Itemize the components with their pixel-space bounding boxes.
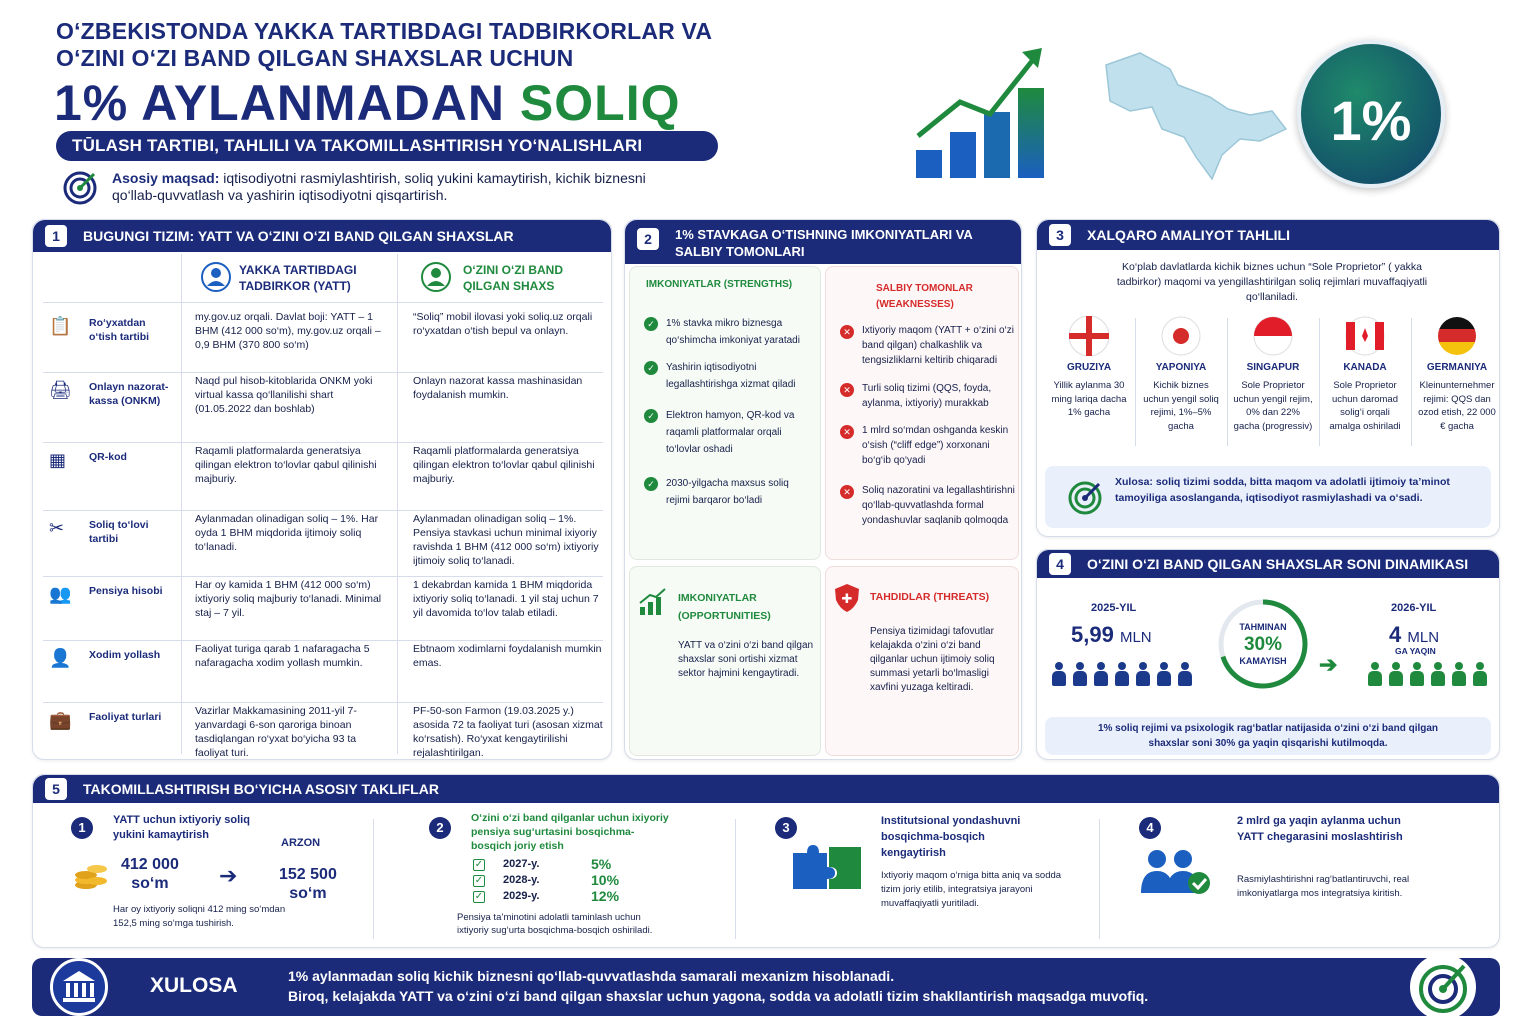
table-cell-yatt: Faoliyat turiga qarab 1 nafaragacha 5 nafaragacha xodim yollash mumkin. bbox=[195, 643, 370, 669]
table-cell-yatt: Vazirlar Makkamasining 2011-yil 7-yanvardagi 6-son qaroriga binoan tasdiqlangan ro‘yxat bo‘yicha 93 ta faoliyat turi. bbox=[195, 705, 357, 759]
footer-label: XULOSA bbox=[150, 974, 238, 997]
p3-title: Institutsional yondashuvni bosqichma-bosqich kengaytirish bbox=[881, 815, 1021, 859]
strengths-box bbox=[629, 266, 821, 560]
strength-text: Elektron hamyon, QR-kod va raqamli platformalar orqali to‘lovlar oshadi bbox=[666, 410, 795, 455]
country-desc: Yillik aylanma 30 ming lariqa dacha 1% gacha bbox=[1051, 380, 1127, 418]
p2-value: 10% bbox=[591, 872, 620, 888]
strength-text: Yashirin iqtisodiyotni legallashtirishga xizmat qiladi bbox=[666, 362, 796, 390]
threats-box bbox=[825, 566, 1019, 756]
section3-header bbox=[1037, 220, 1499, 250]
strength-text: 2030-yilgacha maxsus soliq rejimi barqaror bo‘ladi bbox=[666, 478, 789, 506]
table-cell-yatt: Aylanmadan olinadigan soliq – 1%. Har oyda 1 BHM miqdorida ijtimoiy soliq to‘lanadi. bbox=[195, 513, 379, 553]
table-cell-yatt: my.gov.uz orqali. Davlat boji: YATT – 1 BHM (412 000 so‘m), my.gov.uz orqali – 0,9 BHM (370 800 so‘m) bbox=[195, 311, 381, 351]
weak-title: SALBIY TOMONLAR (WEAKNESSES) bbox=[876, 283, 973, 310]
strengths-title: IMKONIYATLAR (STRENGTHS) bbox=[646, 279, 793, 290]
p1-arzon: ARZON bbox=[281, 837, 321, 849]
strength-item bbox=[644, 315, 814, 349]
country-card bbox=[1233, 316, 1313, 433]
country-card bbox=[1049, 316, 1129, 420]
row-icon: ▦ bbox=[49, 450, 67, 471]
section4-note-box bbox=[1045, 717, 1491, 755]
year-2025: 2025-YIL bbox=[1091, 602, 1137, 614]
col-yatt-header bbox=[201, 260, 397, 300]
badge-text: 1% bbox=[1330, 89, 1412, 152]
p2-year: 2029-y. bbox=[503, 890, 540, 902]
country-card bbox=[1325, 316, 1405, 433]
table-row-label: Ro‘yxatdan o‘tish tartibi bbox=[89, 317, 150, 343]
table-cell-self: PF-50-son Farmon (19.03.2025 y.) asosida 72 ta faoliyat turi (asosan xizmat ko‘rsatish). Ro‘yxat kengaytirilishi rejalashtirilgan. bbox=[413, 705, 603, 759]
country-flag-icon bbox=[1437, 316, 1477, 356]
value-2025 bbox=[1071, 622, 1152, 648]
p2-value: 5% bbox=[591, 856, 612, 872]
decline-ring bbox=[1215, 596, 1311, 692]
chart-up-icon bbox=[638, 587, 668, 617]
country-divider bbox=[1135, 318, 1136, 446]
person-icon bbox=[1135, 662, 1151, 686]
country-flag-icon bbox=[1345, 316, 1385, 356]
section1-header bbox=[33, 220, 611, 252]
country-divider bbox=[1227, 318, 1228, 446]
value2: 4 bbox=[1389, 622, 1402, 647]
person-icon bbox=[1367, 662, 1383, 686]
institution-icon bbox=[50, 958, 108, 1016]
strength-text: 1% stavka mikro biznesga qo‘shimcha imkoniyat yaratadi bbox=[666, 318, 800, 346]
checkbox-icon: ✓ bbox=[474, 875, 484, 886]
table-cell-self: Raqamli platformalarda generatsiya qilingan elektron to‘lovlar qabul qilinishi majburiy. bbox=[413, 445, 595, 485]
section3-conclusion-box bbox=[1045, 466, 1491, 528]
ring-bottom: KAMAYISH bbox=[1239, 656, 1287, 666]
country-card bbox=[1141, 316, 1221, 433]
value-2026 bbox=[1389, 622, 1439, 648]
footer-line1: 1% aylanmadan soliq kichik biznesni qo‘llab-quvvatlashda samarali mexanizm hisoblanadi. bbox=[288, 968, 895, 984]
table-cell-yatt: Har oy kamida 1 BHM (412 000 so‘m) ixtiyoriy soliq majburiy to‘lanadi. Minimal staj – 7 yil. bbox=[195, 579, 382, 619]
p3-text: Ixtiyoriy maqom o‘rniga bitta aniq va sodda tizim joriy etilib, integratsiya jarayoni muvaffaqiyatli yuritiladi. bbox=[881, 870, 1062, 909]
weakness-item bbox=[840, 423, 1016, 468]
checkbox-icon: ✓ bbox=[474, 859, 484, 870]
puzzle-icon bbox=[791, 845, 863, 891]
row-icon: ✂ bbox=[49, 518, 65, 539]
main-title bbox=[54, 76, 680, 130]
table-row-label: Pensiya hisobi bbox=[89, 585, 163, 597]
table-row-label: Onlayn nazorat-kassa (ONKM) bbox=[89, 381, 169, 407]
country-name: YAPONIYA bbox=[1155, 362, 1207, 373]
row-icon: 👥 bbox=[49, 584, 72, 605]
section5-header bbox=[33, 775, 1499, 803]
weakness-text: Turli soliq tizimi (QQS, foyda, aylanma, ixtiyoriy) murakkab bbox=[862, 383, 992, 409]
subtitle-pill: TŪLASH TARTIBI, TAHLILI VA TAKOMILLASHTIRISH YO‘NALISHLARI bbox=[56, 131, 718, 161]
person-icon bbox=[1177, 662, 1193, 686]
p1-from-unit: so‘m bbox=[131, 875, 169, 892]
section1-num: 1 bbox=[45, 225, 67, 247]
check-icon: ✓ bbox=[644, 361, 658, 375]
country-divider bbox=[1319, 318, 1320, 446]
table-row-label: QR-kod bbox=[89, 451, 127, 463]
ring-pct: 30% bbox=[1243, 634, 1283, 655]
person-icon bbox=[1388, 662, 1404, 686]
country-flag-icon bbox=[1069, 316, 1109, 356]
footer-line2: Biroq, kelajakda YATT va o‘zini o‘zi band qilgan shaxslar uchun yagona, sodda va adolatli tizim shakllantirish maqsadga muvofiq. bbox=[288, 988, 1149, 1004]
section4-header bbox=[1037, 550, 1499, 578]
opportunities-box bbox=[629, 566, 821, 756]
country-desc: Kleinunternehmer rejimi: QQS dan ozod etish, 22 000 € gacha bbox=[1418, 380, 1496, 432]
section1-title: BUGUNGI TIZIM: YATT VA O‘ZINI O‘ZI BAND QILGAN SHAXSLAR bbox=[83, 228, 514, 244]
approx: GA YAQIN bbox=[1395, 646, 1436, 656]
coins-icon bbox=[73, 855, 109, 891]
col1-title: YAKKA TARTIBDAGI TADBIRKOR (YATT) bbox=[239, 263, 357, 293]
row-icon: 👤 bbox=[49, 648, 72, 669]
bank-building-icon bbox=[53, 961, 105, 1013]
opp-text: YATT va o‘zini o‘zi band qilgan shaxslar soni ortishi xizmat sektor hajmini kengaytiradi. bbox=[678, 640, 814, 679]
cross-icon: ✕ bbox=[840, 425, 854, 439]
weakness-item bbox=[840, 323, 1016, 368]
section1-panel bbox=[32, 219, 612, 760]
table-cell-self: “Soliq” mobil ilovasi yoki soliq.uz orqali ro‘yxatdan o‘tish bepul va onlayn. bbox=[413, 311, 593, 337]
main-title-b: SOLIQ bbox=[519, 75, 681, 131]
threat-text: Pensiya tizimidagi tafovutlar kelajakda o‘zini o‘zi band qilganlar uchun ijtimoiy soliq summasi yetarli bo‘lmasligi xavfini yuzaga keltiradi. bbox=[870, 626, 995, 693]
row-divider bbox=[43, 702, 603, 703]
weakness-text: Soliq nazoratini va legallashtirishni qo‘llab-quvvatlashda formal yondashuvlar saqlanib qolmoqda bbox=[862, 485, 1015, 526]
col2-title: O‘ZINI O‘ZI BAND QILGAN SHAXS bbox=[463, 263, 563, 293]
section2-num: 2 bbox=[637, 228, 659, 250]
checkbox-icon: ✓ bbox=[474, 891, 484, 902]
row-icon: 💼 bbox=[49, 710, 72, 731]
p2-year: 2028-y. bbox=[503, 874, 540, 886]
table-row-label: Xodim yollash bbox=[89, 649, 161, 661]
strength-item bbox=[644, 407, 814, 458]
row-divider bbox=[43, 510, 603, 511]
country-name: GERMANIYA bbox=[1426, 362, 1488, 373]
p4-title: 2 mlrd ga yaqin aylanma uchun YATT chegarasini moslashtirish bbox=[1237, 815, 1403, 843]
section5-panel bbox=[32, 774, 1500, 948]
p4-text: Rasmiylashtirishni rag‘batlantiruvchi, real imkoniyatlarga mos integratsiya kiritish. bbox=[1237, 874, 1410, 899]
section3-conclusion: Xulosa: soliq tizimi sodda, bitta maqom va adolatli ijtimoiy ta’minot tamoyiliga asoslanganda, iqtisodiyot rasmiylashadi va o‘sadi. bbox=[1115, 476, 1450, 504]
person-icon bbox=[1430, 662, 1446, 686]
row-divider bbox=[43, 372, 603, 373]
p2-title: O‘zini o‘zi band qilganlar uchun ixiyoriy pensiya sug‘urtasini bosqichma-bosqich joriy etish bbox=[471, 812, 669, 852]
table-row-label: Faoliyat turlari bbox=[89, 711, 162, 723]
goal-body: iqtisodiyotni rasmiylashtirish, soliq yukini kamaytirish, kichik biznesni qo‘llab-quvvatlash va yashirin iqtisodiyotni qisqartirish. bbox=[112, 170, 646, 203]
p4-num: 4 bbox=[1139, 817, 1161, 839]
user-green-icon bbox=[421, 262, 451, 292]
title-line2: O‘ZINI O‘ZI BAND QILGAN SHAXSLAR UCHUN bbox=[56, 45, 574, 71]
year-2026: 2026-YIL bbox=[1391, 602, 1437, 614]
p1-to-value: 152 500 bbox=[279, 866, 337, 883]
section3-num: 3 bbox=[1049, 224, 1071, 246]
person-icon bbox=[1093, 662, 1109, 686]
table-cell-self: Ebtnaom xodimlarni foydalanish mumkin emas. bbox=[413, 643, 602, 669]
weakness-item bbox=[840, 381, 1016, 411]
section5-num: 5 bbox=[45, 778, 67, 800]
row-icon: 🖨 bbox=[49, 380, 72, 401]
section4-title: O‘ZINI O‘ZI BAND QILGAN SHAXSLAR SONI DINAMIKASI bbox=[1087, 556, 1469, 572]
ring-top: TAHMINAN bbox=[1239, 622, 1287, 632]
users-check-icon bbox=[1141, 849, 1211, 895]
country-flag-icon bbox=[1161, 316, 1201, 356]
p2-year: 2027-y. bbox=[503, 858, 540, 870]
section2-panel bbox=[624, 219, 1022, 760]
section2-title: 1% STAVKAGA O‘TISHNING IMKONIYATLARI VA SALBIY TOMONLARI bbox=[675, 227, 973, 259]
unit1: MLN bbox=[1119, 629, 1152, 646]
people-blue bbox=[1051, 662, 1211, 691]
weakness-text: Ixtiyoriy maqom (YATT + o‘zini o‘zi band qilgan) chalkashlik va tengsizliklarni keltirib chiqaradi bbox=[862, 325, 1014, 366]
country-name: KANADA bbox=[1343, 362, 1387, 373]
target-icon bbox=[1410, 954, 1476, 1020]
check-icon: ✓ bbox=[644, 477, 658, 491]
section3-intro: Ko‘plab davlatlarda kichik biznes uchun “Sole Proprietor” ( yakka tadbirkor) maqomi va yengillashtirilgan soliq rejimlari muvaffaqiyatli qo‘llaniladi. bbox=[1116, 261, 1428, 303]
section4-note: 1% soliq rejimi va psixologik rag‘batlar natijasida o‘zini o‘zi band qilgan shaxslar soni 30% ga yaqin qisqarishi kutilmoqda. bbox=[1097, 723, 1439, 749]
cross-icon: ✕ bbox=[840, 383, 854, 397]
person-icon bbox=[1051, 662, 1067, 686]
arrow-right-icon: ➔ bbox=[1319, 652, 1338, 677]
cross-icon: ✕ bbox=[840, 325, 854, 339]
cross-icon: ✕ bbox=[840, 485, 854, 499]
row-divider bbox=[43, 442, 603, 443]
p1-to bbox=[279, 865, 337, 903]
p1-to-unit: so‘m bbox=[289, 885, 327, 902]
country-desc: Sole Proprietor uchun daromad solig‘i orqali amalga oshiriladi bbox=[1329, 380, 1401, 432]
arrow-right-icon: ➔ bbox=[219, 863, 238, 888]
goal-label: Asosiy maqsad: bbox=[112, 170, 220, 186]
footer-bar bbox=[32, 958, 1500, 1016]
section3-panel bbox=[1036, 219, 1500, 537]
country-divider bbox=[1411, 318, 1412, 446]
person-icon bbox=[1409, 662, 1425, 686]
table-cell-yatt: Raqamli platformalarda generatsiya qilingan elektron to‘lovlar qabul qilinishi majburiy. bbox=[195, 445, 377, 485]
person-icon bbox=[1451, 662, 1467, 686]
person-icon bbox=[1114, 662, 1130, 686]
p1-title: YATT uchun ixtiyoriy soliq yukini kamaytirish bbox=[113, 814, 250, 841]
weakness-text: 1 mlrd so‘mdan oshganda keskin o‘sish (“cliff edge”) xorxonani bo‘g‘ib qo‘yadi bbox=[862, 425, 1009, 466]
shield-icon bbox=[834, 583, 860, 613]
opp-title: IMKONIYATLAR (OPPORTUNITIES) bbox=[678, 592, 771, 622]
strength-item bbox=[644, 475, 814, 509]
table-cell-self: 1 dekabrdan kamida 1 BHM miqdorida ixtiyoriy soliq to‘lanadi. 1 yil staj uchun 7 yil davomida to‘lov talab etiladi. bbox=[413, 579, 599, 619]
section4-panel bbox=[1036, 549, 1500, 760]
section4-num: 4 bbox=[1049, 553, 1071, 575]
section3-title: XALQARO AMALIYOT TAHLILI bbox=[1087, 227, 1290, 243]
p2-num: 2 bbox=[429, 817, 451, 839]
value1: 5,99 bbox=[1071, 622, 1114, 647]
weakness-item bbox=[840, 483, 1016, 528]
person-icon bbox=[1156, 662, 1172, 686]
table-cell-yatt: Naqd pul hisob-kitoblarida ONKM yoki virtual kassa qo‘llanilishi shart (01.05.2022 dan boshlab) bbox=[195, 375, 373, 415]
row-divider bbox=[43, 576, 603, 577]
p1-from bbox=[121, 855, 179, 893]
country-desc: Sole Proprietor uchun yengil rejim, 0% dan 22% gacha (progressiv) bbox=[1233, 380, 1313, 432]
uzbekistan-map-icon bbox=[1100, 45, 1290, 185]
country-name: GRUZIYA bbox=[1066, 362, 1112, 373]
country-flag-icon bbox=[1253, 316, 1293, 356]
p3-num: 3 bbox=[775, 817, 797, 839]
table-cell-self: Onlayn nazorat kassa mashinasidan foydalanish mumkin. bbox=[413, 375, 583, 401]
main-title-a: 1% AYLANMADAN bbox=[54, 75, 520, 131]
threat-title: TAHDIDLAR (THREATS) bbox=[870, 591, 990, 603]
country-desc: Kichik biznes uchun yengil soliq rejimi, 1%–5% gacha bbox=[1143, 380, 1219, 432]
svg-text:✚: ✚ bbox=[841, 592, 853, 607]
goal-text bbox=[112, 170, 672, 204]
footer-target-badge bbox=[1410, 954, 1476, 1020]
p2-value: 12% bbox=[591, 888, 620, 904]
p2-text: Pensiya ta’minotini adolatli taminlash uchun ixtiyoriy sug‘urta bosqichma-bosqich oshiriladi. bbox=[457, 912, 653, 936]
country-name: SINGAPUR bbox=[1246, 362, 1300, 373]
person-icon bbox=[1472, 662, 1488, 686]
section5-title: TAKOMILLASHTIRISH BO‘YICHA ASOSIY TAKLIFLAR bbox=[83, 781, 439, 797]
col-self-header bbox=[421, 260, 601, 300]
p1-num: 1 bbox=[71, 817, 93, 839]
check-icon: ✓ bbox=[644, 317, 658, 331]
target-icon bbox=[62, 170, 98, 206]
title-line1: O‘ZBEKISTONDA YAKKA TARTIBDAGI TADBIRKORLAR VA bbox=[56, 18, 713, 44]
check-icon: ✓ bbox=[644, 409, 658, 423]
weaknesses-box bbox=[825, 266, 1019, 560]
table-row-label: Soliq to‘lovi tartibi bbox=[89, 519, 149, 545]
table-cell-self: Aylanmadan olinadigan soliq – 1%. Pensiya stavkasi uchun minimal ixiyoriy ravishda 1 BHM (412 000 so‘m) ixtiyoriy ijtimoiy soliq to‘lanadi. bbox=[413, 513, 599, 567]
p1-from-value: 412 000 bbox=[121, 856, 179, 873]
country-card bbox=[1417, 316, 1497, 433]
target-icon bbox=[1067, 480, 1103, 516]
row-icon: 📋 bbox=[49, 316, 72, 337]
section2-header bbox=[625, 220, 1021, 264]
people-green bbox=[1367, 662, 1497, 691]
p1-text: Har oy ixtiyoriy soliqni 412 ming so‘mdan 152,5 ming so‘mga tushirish. bbox=[113, 904, 286, 929]
strength-item bbox=[644, 359, 814, 393]
one-percent-badge bbox=[1297, 40, 1445, 188]
person-icon bbox=[1072, 662, 1088, 686]
unit2: MLN bbox=[1407, 629, 1440, 646]
user-icon bbox=[201, 262, 231, 292]
growth-chart-icon bbox=[910, 44, 1060, 180]
row-divider bbox=[43, 640, 603, 641]
